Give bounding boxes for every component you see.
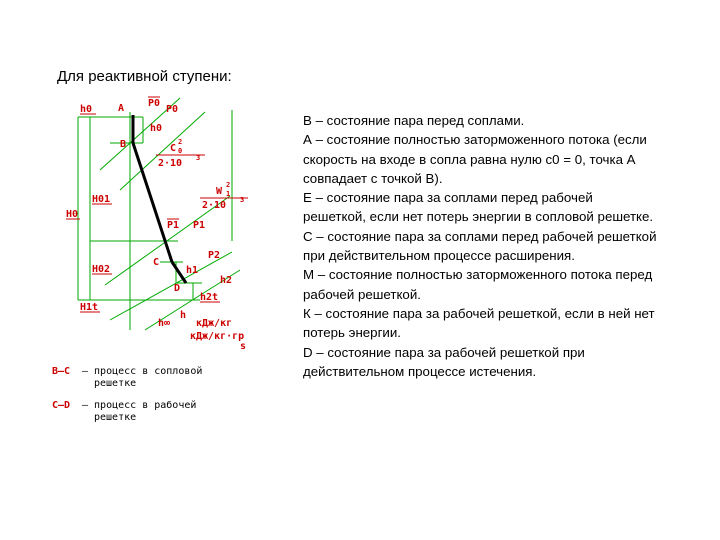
legend-key-bc: B–C (52, 366, 71, 377)
page-title: Для реактивной ступени: (57, 68, 232, 85)
description-state-m: М – состояние полностью заторможенного потока перед рабочей решеткой. (303, 267, 653, 302)
label-C: C (153, 257, 160, 268)
legend-text-bc-2: решетке (94, 378, 137, 389)
label-P0: P0 (166, 104, 179, 115)
w1-fraction-denominator: 2·10 (202, 200, 227, 211)
label-H01: H01 (92, 194, 111, 205)
c0-fraction-numerator: C (170, 143, 177, 154)
label-unit-1: кДж/кг (196, 318, 233, 329)
legend-key-cd: C–D (52, 400, 71, 411)
label-P2: P2 (208, 250, 221, 261)
description-state-b: В – состояние пара перед соплами. (303, 113, 525, 128)
w1-fraction-den-sup: 3 (240, 196, 245, 204)
label-P0-bar: P0 (148, 98, 161, 109)
description-state-d: D – состояние пара за рабочей решеткой при действительном процессе истечения. (303, 344, 585, 379)
c0-fraction-denominator: 2·10 (158, 158, 183, 169)
c0-fraction-sup: 2 (178, 138, 183, 146)
w1-fraction-sup: 2 (226, 181, 231, 189)
label-P1: P1 (193, 220, 206, 231)
description-state-e: Е – состояние пара за соплами перед рабочей решеткой, если нет потерь энергии в сопловой решетке. (303, 190, 654, 225)
label-h-axis: h (180, 310, 187, 321)
process-line-CD (172, 262, 186, 283)
c0-fraction-sub: 0 (178, 147, 183, 155)
label-h2t: h2t (200, 292, 219, 303)
description-state-a: А – состояние полностью заторможенного потока (если скорость на входе в сопла равна нулю с0 = 0, точка А совпадает с точкой В). (303, 132, 647, 186)
label-h0-B: h0 (150, 123, 163, 134)
legend-text-bc: – процесс в сопловой (82, 366, 203, 377)
label-H02: H02 (92, 264, 111, 275)
label-D: D (174, 283, 181, 294)
c0-fraction-den-sup: 3 (196, 154, 201, 162)
label-s-axis: s (240, 341, 247, 352)
w1-fraction-numerator: W (216, 186, 223, 197)
w1-fraction-sub: 1 (226, 190, 231, 198)
label-h-inf: h∞ (158, 318, 171, 329)
label-P1-bar: P1 (167, 220, 180, 231)
legend-text-cd: – процесс в рабочей (82, 400, 197, 411)
label-A: A (118, 103, 125, 114)
label-H1t: H1t (80, 302, 99, 313)
legend-text-cd-2: решетке (94, 412, 137, 423)
description-state-k: К – состояние пара за рабочей решеткой, если в ней нет потерь энергии. (303, 305, 655, 341)
label-B: B (120, 139, 127, 150)
description-state-c: С – состояние пара за соплами перед рабочей решеткой при действительном процессе расширения. (303, 228, 657, 264)
label-h0-top: h0 (80, 104, 93, 115)
label-h2: h2 (220, 275, 233, 286)
label-h1: h1 (186, 265, 199, 276)
label-H0: H0 (66, 209, 79, 220)
label-unit-2: кДж/кг·гр (190, 331, 245, 342)
